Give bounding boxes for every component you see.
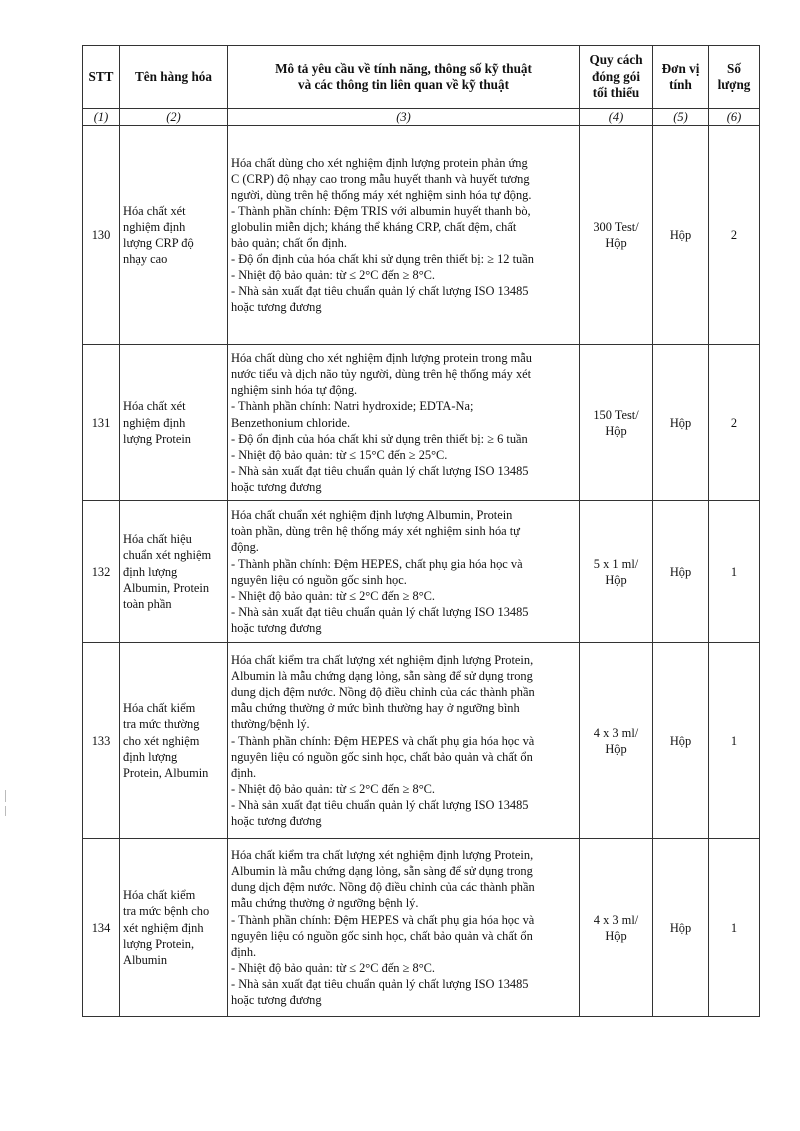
description-line: - Thành phần chính: Đệm TRIS với albumin huyết thanh bò, xyxy=(231,203,531,218)
packaging-line: 300 Test/ xyxy=(593,220,639,234)
product-name-line: nhạy cao xyxy=(123,252,168,267)
description-line: mẫu chứng thường ở mức bình thường hay ở ngưỡng bình xyxy=(231,701,520,716)
row-quantity: 2 xyxy=(709,345,760,501)
product-name-line: Hóa chất kiểm xyxy=(123,888,196,903)
description-line: toàn phần, dùng trên hệ thống máy xét nghiệm sinh hóa tự xyxy=(231,524,520,539)
row-description xyxy=(228,501,580,643)
packaging-line: 4 x 3 ml/ xyxy=(593,912,639,927)
product-name-line: Albumin xyxy=(123,952,168,967)
description-line: nguyên liệu có nguồn gốc sinh học, chất bảo quản và chất ổn xyxy=(231,749,533,764)
row-description xyxy=(228,345,580,501)
row-stt: 132 xyxy=(83,501,120,643)
packaging-line: Hộp xyxy=(605,236,627,251)
packaging-line: 4 x 3 ml/ xyxy=(593,725,639,740)
description-line: - Nhà sản xuất đạt tiêu chuẩn quản lý chất lượng ISO 13485 xyxy=(231,284,529,299)
product-name-line: nghiệm định xyxy=(123,220,186,234)
header-qty-line: lượng xyxy=(717,77,751,92)
row-stt: 133 xyxy=(83,643,120,839)
description-line: nghiệm sinh hóa tự động. xyxy=(231,383,358,398)
description-line: nguyên liệu có nguồn gốc sinh học, chất bảo quản và chất ổn xyxy=(231,928,533,943)
column-index: (2) xyxy=(120,109,228,126)
row-quantity: 2 xyxy=(709,126,760,345)
description-line: - Nhiệt độ bảo quản: từ ≤ 2°C đến ≥ 8°C. xyxy=(231,781,436,796)
description-line: định. xyxy=(231,944,257,959)
description-line: động. xyxy=(231,540,259,555)
description-line: Albumin là mẫu chứng dạng lỏng, sẵn sàng để sử dụng trong xyxy=(231,669,533,684)
description-line: bảo quản; chất ổn định. xyxy=(231,236,347,251)
header-row xyxy=(83,46,760,109)
row-description xyxy=(228,643,580,839)
column-index: (5) xyxy=(653,109,709,126)
description-line: Hóa chất kiểm tra chất lượng xét nghiệm định lượng Protein, xyxy=(231,848,534,863)
row-unit: Hộp xyxy=(653,126,709,345)
description-line: thường/bệnh lý. xyxy=(231,717,310,732)
product-name-line: cho xét nghiệm xyxy=(123,733,200,748)
description-line: hoặc tương đương xyxy=(231,620,322,635)
description-line: hoặc tương đương xyxy=(231,992,322,1007)
table-row xyxy=(83,839,760,1017)
header-pack-line: đóng gói xyxy=(591,68,640,84)
row-product-name xyxy=(120,643,228,839)
product-name-line: định lượng xyxy=(123,564,178,579)
packaging-line: Hộp xyxy=(605,572,627,587)
column-index: (6) xyxy=(709,109,760,126)
row-unit: Hộp xyxy=(653,345,709,501)
description-line: dung dịch đệm nước. Nồng độ điều chỉnh của các thành phần xyxy=(231,685,535,700)
margin-mark xyxy=(5,806,6,816)
header-unit-line: tính xyxy=(669,77,692,92)
description-line: Benzethonium chloride. xyxy=(231,415,351,430)
product-name-line: tra mức bệnh cho xyxy=(123,904,210,919)
row-quantity: 1 xyxy=(709,839,760,1017)
description-line: - Nhà sản xuất đạt tiêu chuẩn quản lý chất lượng ISO 13485 xyxy=(231,976,529,991)
product-name-line: tra mức thường xyxy=(123,717,200,732)
product-name-line: định lượng xyxy=(123,749,178,764)
header-stt: STT xyxy=(83,46,120,109)
row-packaging xyxy=(580,501,653,643)
description-line: hoặc tương đương xyxy=(231,300,322,315)
description-line: Hóa chất dùng cho xét nghiệm định lượng protein trong mẫu xyxy=(231,351,532,366)
header-name: Tên hàng hóa xyxy=(120,46,228,109)
column-index: (4) xyxy=(580,109,653,126)
margin-mark xyxy=(5,790,6,802)
row-product-name xyxy=(120,126,228,345)
description-line: hoặc tương đương xyxy=(231,814,322,829)
description-line: - Độ ổn định của hóa chất khi sử dụng trên thiết bị: ≥ 6 tuần xyxy=(231,431,528,446)
description-line: nguyên liệu có nguồn gốc sinh học. xyxy=(231,572,407,587)
header-desc-line: và các thông tin liên quan về kỹ thuật xyxy=(297,77,510,92)
product-name-line: xét nghiệm định xyxy=(123,920,204,935)
description-line: Hóa chất kiểm tra chất lượng xét nghiệm định lượng Protein, xyxy=(231,653,534,668)
description-line: - Độ ổn định của hóa chất khi sử dụng trên thiết bị: ≥ 12 tuần xyxy=(231,252,534,267)
header-desc-line: Mô tả yêu cầu về tính năng, thông số kỹ thuật xyxy=(275,60,532,76)
description-line: - Nhà sản xuất đạt tiêu chuẩn quản lý chất lượng ISO 13485 xyxy=(231,463,529,478)
description-line: - Thành phần chính: Natri hydroxide; EDTA-Na; xyxy=(231,399,474,414)
description-line: người, dùng trên hệ thống máy xét nghiệm sinh hóa tự động. xyxy=(231,187,532,202)
description-line: hoặc tương đương xyxy=(231,479,322,494)
packaging-line: Hộp xyxy=(605,423,627,438)
table-row xyxy=(83,643,760,839)
row-stt: 130 xyxy=(83,126,120,345)
row-unit: Hộp xyxy=(653,839,709,1017)
packaging-line: 150 Test/ xyxy=(593,407,639,422)
description-line: nước tiểu và dịch não tủy người, dùng trên hệ thống máy xét xyxy=(231,367,532,382)
product-name-line: lượng Protein, xyxy=(123,936,195,951)
header-pack xyxy=(580,46,653,109)
row-packaging xyxy=(580,345,653,501)
product-name-line: Hóa chất hiệu xyxy=(123,532,192,547)
header-unit-line: Đơn vị xyxy=(661,60,700,76)
row-description xyxy=(228,126,580,345)
header-pack-line: tối thiểu xyxy=(592,85,640,101)
description-line: - Thành phần chính: Đệm HEPES và chất phụ gia hóa học và xyxy=(231,733,535,748)
product-name-line: Albumin, Protein xyxy=(123,580,210,595)
row-unit: Hộp xyxy=(653,643,709,839)
row-packaging xyxy=(580,126,653,345)
product-name-line: lượng Protein xyxy=(123,431,191,446)
description-line: globulin miễn dịch; kháng thể kháng CRP, chất đệm, chất xyxy=(231,220,517,234)
header-desc xyxy=(228,46,580,109)
header-qty xyxy=(709,46,760,109)
description-line: - Nhà sản xuất đạt tiêu chuẩn quản lý chất lượng ISO 13485 xyxy=(231,797,529,812)
product-name-line: toàn phần xyxy=(123,596,172,611)
description-line: Hóa chất dùng cho xét nghiệm định lượng protein phản ứng xyxy=(231,155,528,170)
row-quantity: 1 xyxy=(709,501,760,643)
description-line: - Nhiệt độ bảo quản: từ ≤ 15°C đến ≥ 25°C. xyxy=(231,447,448,462)
header-pack-line: Quy cách xyxy=(589,52,643,68)
product-name-line: lượng CRP độ xyxy=(123,236,194,251)
description-line: - Nhiệt độ bảo quản: từ ≤ 2°C đến ≥ 8°C. xyxy=(231,960,436,975)
row-packaging xyxy=(580,643,653,839)
description-line: mẫu chứng thường ở ngưỡng bệnh lý. xyxy=(231,896,419,911)
description-line: - Nhà sản xuất đạt tiêu chuẩn quản lý chất lượng ISO 13485 xyxy=(231,604,529,619)
row-unit: Hộp xyxy=(653,501,709,643)
product-name-line: Protein, Albumin xyxy=(123,765,209,780)
packaging-line: Hộp xyxy=(605,741,627,756)
packaging-line: 5 x 1 ml/ xyxy=(593,556,639,571)
description-line: Albumin là mẫu chứng dạng lỏng, sẵn sàng để sử dụng trong xyxy=(231,864,533,879)
row-stt: 131 xyxy=(83,345,120,501)
table-row xyxy=(83,345,760,501)
description-line: - Thành phần chính: Đệm HEPES, chất phụ gia hóa học và xyxy=(231,556,523,571)
row-description xyxy=(228,839,580,1017)
row-product-name xyxy=(120,839,228,1017)
product-name-line: nghiệm định xyxy=(123,415,186,430)
column-index: (3) xyxy=(228,109,580,126)
column-index-row xyxy=(83,109,760,126)
product-name-line: chuẩn xét nghiệm xyxy=(123,548,212,563)
table-row xyxy=(83,501,760,643)
description-line: định. xyxy=(231,765,257,780)
row-stt: 134 xyxy=(83,839,120,1017)
product-name-line: Hóa chất xét xyxy=(123,203,186,218)
header-unit xyxy=(653,46,709,109)
table-row xyxy=(83,126,760,345)
description-line: - Nhiệt độ bảo quản: từ ≤ 2°C đến ≥ 8°C. xyxy=(231,268,436,283)
row-product-name xyxy=(120,501,228,643)
product-name-line: Hóa chất kiểm xyxy=(123,701,196,716)
description-line: - Thành phần chính: Đệm HEPES và chất phụ gia hóa học và xyxy=(231,912,535,927)
description-line: Hóa chất chuẩn xét nghiệm định lượng Albumin, Protein xyxy=(231,508,513,523)
packaging-line: Hộp xyxy=(605,928,627,943)
row-quantity: 1 xyxy=(709,643,760,839)
description-line: C (CRP) độ nhạy cao trong mẫu huyết thanh và huyết tương xyxy=(231,171,530,186)
row-packaging xyxy=(580,839,653,1017)
spec-table xyxy=(82,45,760,1017)
product-name-line: Hóa chất xét xyxy=(123,399,186,414)
description-line: dung dịch đệm nước. Nồng độ điều chỉnh của các thành phần xyxy=(231,880,535,895)
row-product-name xyxy=(120,345,228,501)
description-line: - Nhiệt độ bảo quản: từ ≤ 2°C đến ≥ 8°C. xyxy=(231,588,436,603)
header-qty-line: Số xyxy=(727,60,741,76)
column-index: (1) xyxy=(83,109,120,126)
